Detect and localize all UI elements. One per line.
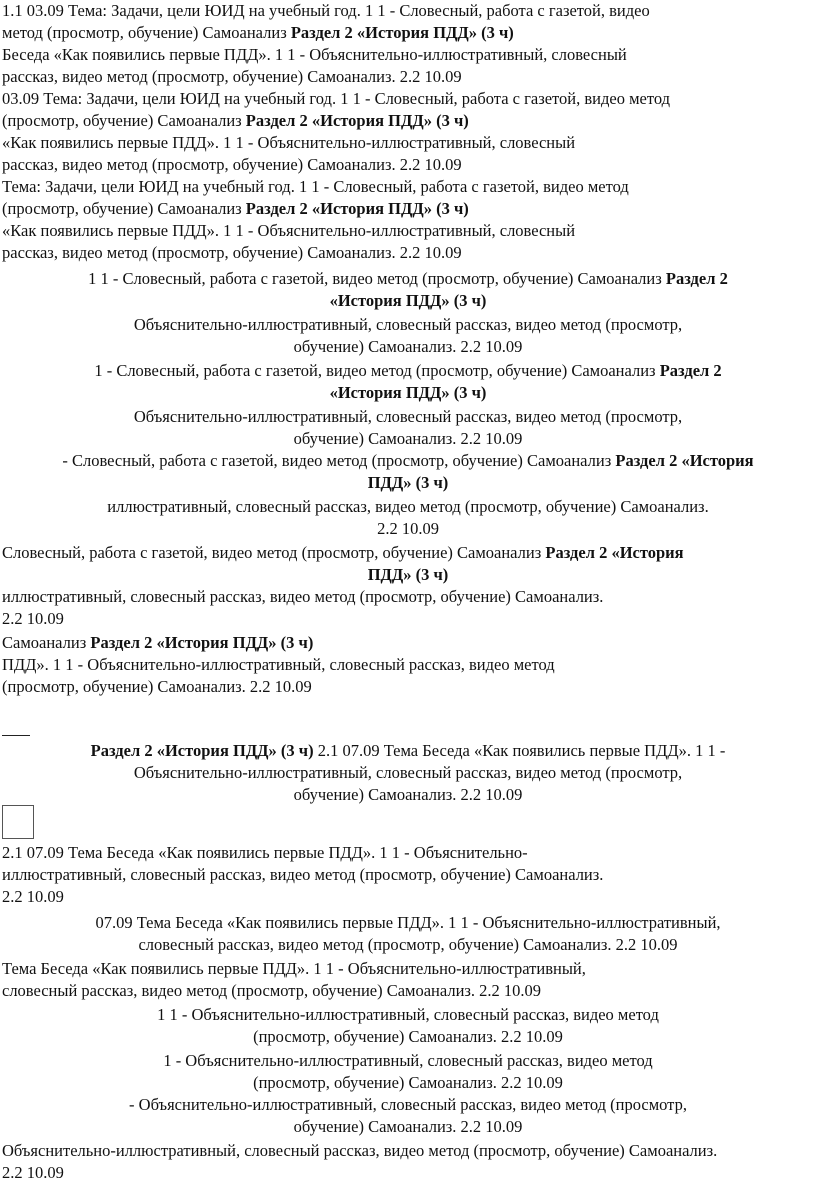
line-text: Объяснительно-иллюстративный, словесный рассказ, видео метод (просмотр, обучение) Самоанализ.: [2, 1141, 718, 1160]
line-text: 1 - Словесный, работа с газетой, видео метод (просмотр, обучение) Самоанализ: [94, 361, 660, 380]
text-line: [0, 1004, 816, 1026]
text-line: [0, 176, 816, 198]
line-text: Объяснительно-иллюстративный, словесный рассказ, видео метод (просмотр,: [133, 407, 683, 426]
line-text: (просмотр, обучение) Самоанализ. 2.2 10.09: [2, 677, 312, 696]
line-text: (просмотр, обучение) Самоанализ: [2, 199, 246, 218]
text-line: [0, 268, 816, 290]
line-text: рассказ, видео метод (просмотр, обучение) Самоанализ. 2.2 10.09: [2, 155, 462, 174]
text-line: [0, 886, 816, 908]
text-line: [0, 382, 816, 404]
text-line: [0, 428, 816, 450]
text-line: [0, 542, 816, 564]
section-heading: «История ПДД» (3 ч): [329, 383, 487, 402]
line-text: словесный рассказ, видео метод (просмотр, обучение) Самоанализ. 2.2 10.09: [2, 981, 542, 1000]
text-line: [0, 958, 816, 980]
text-line: [0, 110, 816, 132]
text-line: [0, 1140, 816, 1162]
text-line: [0, 220, 816, 242]
text-line: [0, 632, 816, 654]
line-text: 2.1 07.09 Тема Беседа «Как появились первые ПДД». 1 1 - Объяснительно-: [2, 843, 528, 862]
line-text: ПДД». 1 1 - Объяснительно-иллюстративный, словесный рассказ, видео метод: [2, 655, 555, 674]
section-heading: Раздел 2 «История ПДД» (3 ч): [90, 741, 314, 760]
section-heading: Раздел 2 «История ПДД» (3 ч): [245, 199, 469, 218]
text-line: [0, 912, 816, 934]
line-text: 2.2 10.09: [377, 519, 439, 538]
line-text: обучение) Самоанализ. 2.2 10.09: [293, 337, 523, 356]
line-text: иллюстративный, словесный рассказ, видео метод (просмотр, обучение) Самоанализ.: [107, 497, 709, 516]
text-line: [0, 1050, 816, 1072]
text-line: [0, 518, 816, 540]
text-line: [0, 934, 816, 956]
line-text: обучение) Самоанализ. 2.2 10.09: [293, 429, 523, 448]
text-line: [0, 740, 816, 762]
text-line: [0, 980, 816, 1002]
line-text: 03.09 Тема: Задачи, цели ЮИД на учебный год. 1 1 - Словесный, работа с газетой, видео метод: [2, 89, 671, 108]
line-text: Самоанализ: [2, 633, 91, 652]
line-text: метод (просмотр, обучение) Самоанализ: [2, 23, 291, 42]
line-text: иллюстративный, словесный рассказ, видео метод (просмотр, обучение) Самоанализ.: [2, 865, 604, 884]
line-text: Беседа «Как появились первые ПДД». 1 1 - Объяснительно-иллюстративный, словесный: [2, 45, 627, 64]
text-line: [0, 608, 816, 630]
section-heading: Раздел 2 «История ПДД» (3 ч): [90, 633, 314, 652]
line-text: «Как появились первые ПДД». 1 1 - Объяснительно-иллюстративный, словесный: [2, 221, 576, 240]
line-text: 1 - Объяснительно-иллюстративный, словесный рассказ, видео метод: [163, 1051, 653, 1070]
section-heading: «История ПДД» (3 ч): [329, 291, 487, 310]
section-heading: ПДД» (3 ч): [367, 473, 449, 492]
horizontal-rule: [2, 735, 30, 736]
text-line: [0, 676, 816, 698]
text-line: [0, 1094, 816, 1116]
section-heading: ПДД» (3 ч): [367, 565, 449, 584]
line-text: рассказ, видео метод (просмотр, обучение) Самоанализ. 2.2 10.09: [2, 67, 462, 86]
text-line: [0, 22, 816, 44]
text-line: [0, 242, 816, 264]
text-line: [0, 0, 816, 22]
section-heading: Раздел 2: [659, 361, 722, 380]
line-text: Объяснительно-иллюстративный, словесный рассказ, видео метод (просмотр,: [133, 763, 683, 782]
line-text: 2.2 10.09: [2, 609, 64, 628]
line-text: - Словесный, работа с газетой, видео метод (просмотр, обучение) Самоанализ: [62, 451, 616, 470]
text-line: [0, 336, 816, 358]
text-line: [0, 1026, 816, 1048]
text-line: [0, 154, 816, 176]
text-line: [0, 654, 816, 676]
line-text: словесный рассказ, видео метод (просмотр, обучение) Самоанализ. 2.2 10.09: [138, 935, 678, 954]
text-line: [0, 66, 816, 88]
text-line: [0, 564, 816, 586]
text-line: [0, 290, 816, 312]
line-text: обучение) Самоанализ. 2.2 10.09: [293, 1117, 523, 1136]
text-line: [0, 198, 816, 220]
text-line: [0, 762, 816, 784]
text-line: [0, 88, 816, 110]
line-text: 2.1 07.09 Тема Беседа «Как появились первые ПДД». 1 1 -: [313, 741, 726, 760]
line-text: 2.2 10.09: [2, 1163, 64, 1182]
text-line: [0, 450, 816, 472]
line-text: обучение) Самоанализ. 2.2 10.09: [293, 785, 523, 804]
line-text: иллюстративный, словесный рассказ, видео метод (просмотр, обучение) Самоанализ.: [2, 587, 604, 606]
section-heading: Раздел 2 «История ПДД» (3 ч): [245, 111, 469, 130]
text-line: [0, 864, 816, 886]
line-text: (просмотр, обучение) Самоанализ: [2, 111, 246, 130]
text-line: [0, 496, 816, 518]
section-heading: Раздел 2 «История: [615, 451, 754, 470]
line-text: 1 1 - Словесный, работа с газетой, видео метод (просмотр, обучение) Самоанализ: [88, 269, 666, 288]
line-text: 2.2 10.09: [2, 887, 64, 906]
line-text: (просмотр, обучение) Самоанализ. 2.2 10.09: [253, 1073, 563, 1092]
text-line: [0, 472, 816, 494]
line-text: рассказ, видео метод (просмотр, обучение) Самоанализ. 2.2 10.09: [2, 243, 462, 262]
line-text: - Объяснительно-иллюстративный, словесный рассказ, видео метод (просмотр,: [129, 1095, 687, 1114]
text-line: [0, 1162, 816, 1184]
text-line: [0, 1116, 816, 1138]
line-text: 1 1 - Объяснительно-иллюстративный, словесный рассказ, видео метод: [157, 1005, 659, 1024]
text-line: [0, 360, 816, 382]
text-line: [0, 132, 816, 154]
line-text: «Как появились первые ПДД». 1 1 - Объяснительно-иллюстративный, словесный: [2, 133, 576, 152]
empty-cell-box: [2, 805, 34, 839]
line-text: (просмотр, обучение) Самоанализ. 2.2 10.09: [253, 1027, 563, 1046]
section-heading: Раздел 2 «История: [545, 543, 684, 562]
text-line: [0, 406, 816, 428]
section-heading: Раздел 2: [665, 269, 728, 288]
line-text: Объяснительно-иллюстративный, словесный рассказ, видео метод (просмотр,: [133, 315, 683, 334]
text-line: [0, 314, 816, 336]
text-line: [0, 842, 816, 864]
text-line: [0, 44, 816, 66]
line-text: 1.1 03.09 Тема: Задачи, цели ЮИД на учебный год. 1 1 - Словесный, работа с газетой, видео: [2, 1, 650, 20]
line-text: 07.09 Тема Беседа «Как появились первые ПДД». 1 1 - Объяснительно-иллюстративный,: [95, 913, 721, 932]
section-heading: Раздел 2 «История ПДД» (3 ч): [290, 23, 514, 42]
line-text: Тема Беседа «Как появились первые ПДД». 1 1 - Объяснительно-иллюстративный,: [2, 959, 586, 978]
text-line: [0, 784, 816, 806]
text-line: [0, 1072, 816, 1094]
line-text: Тема: Задачи, цели ЮИД на учебный год. 1 1 - Словесный, работа с газетой, видео метод: [2, 177, 629, 196]
text-line: [0, 586, 816, 608]
line-text: Словесный, работа с газетой, видео метод (просмотр, обучение) Самоанализ: [2, 543, 546, 562]
